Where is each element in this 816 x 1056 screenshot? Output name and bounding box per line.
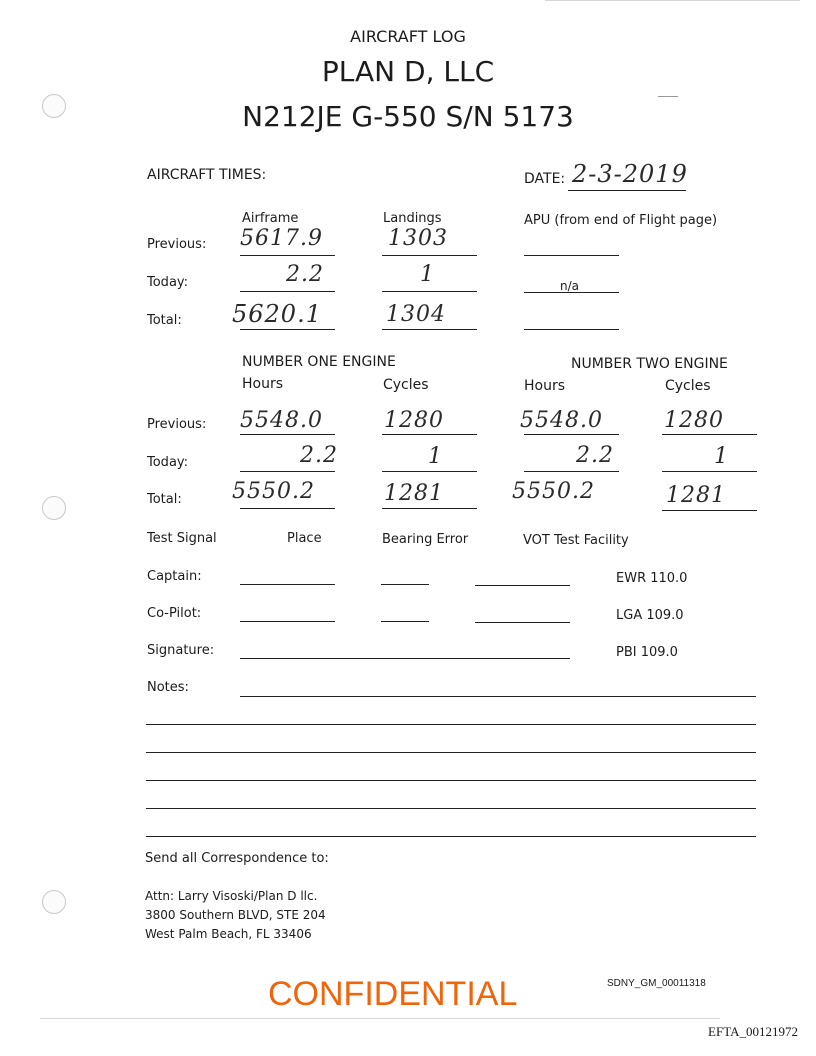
captain-facility-line[interactable] xyxy=(475,585,570,586)
col-airframe: Airframe xyxy=(242,211,299,226)
captain-bearing-line[interactable] xyxy=(381,584,429,585)
landings-total-line xyxy=(382,329,477,330)
row-today: Today: xyxy=(147,275,189,290)
engine-two-cycles-label: Cycles xyxy=(665,378,711,394)
engine-one-hours-total[interactable]: 5550.2 xyxy=(232,479,315,504)
engine-two-cycles-previous[interactable]: 1280 xyxy=(664,408,724,433)
engine-one-hours-today[interactable]: 2.2 xyxy=(300,443,338,468)
airframe-previous[interactable]: 5617.9 xyxy=(240,226,323,251)
pbi-frequency: PBI 109.0 xyxy=(616,645,678,660)
engine-one-cycles-previous[interactable]: 1280 xyxy=(384,408,444,433)
row-previous: Previous: xyxy=(147,237,207,252)
landings-today-line xyxy=(382,291,477,292)
engine-one-label: NUMBER ONE ENGINE xyxy=(242,354,396,370)
punch-hole-middle xyxy=(42,496,66,520)
engine-one-cycles-total-line xyxy=(382,508,477,509)
engine-one-hours-previous-line xyxy=(240,434,335,435)
confidential-stamp: CONFIDENTIAL xyxy=(268,975,518,1013)
date-label: DATE: xyxy=(524,171,566,187)
copilot-bearing-line[interactable] xyxy=(381,621,429,622)
notes-line-6[interactable] xyxy=(146,836,756,837)
correspondence-city: West Palm Beach, FL 33406 xyxy=(145,927,312,941)
engine-two-cycles-total-line xyxy=(662,510,757,511)
aircraft-times-label: AIRCRAFT TIMES: xyxy=(147,167,267,183)
ewr-frequency: EWR 110.0 xyxy=(616,571,688,586)
engine-one-cycles-today-line xyxy=(382,471,477,472)
correspondence-heading: Send all Correspondence to: xyxy=(145,851,329,866)
engine-two-hours-previous[interactable]: 5548.0 xyxy=(520,408,603,433)
apu-today: n/a xyxy=(560,279,580,293)
notes-line-2[interactable] xyxy=(146,724,756,725)
vot-facility-label: VOT Test Facility xyxy=(523,533,629,548)
scan-edge-top xyxy=(545,0,800,1)
engine-one-cycles-total[interactable]: 1281 xyxy=(384,481,444,506)
test-signal-label: Test Signal xyxy=(147,531,217,546)
landings-previous[interactable]: 1303 xyxy=(388,226,448,251)
engine-one-cycles-today[interactable]: 1 xyxy=(428,444,443,469)
notes-line-5[interactable] xyxy=(146,808,756,809)
airframe-today-line xyxy=(240,291,335,292)
signature-line[interactable] xyxy=(240,658,570,659)
lga-frequency: LGA 109.0 xyxy=(616,608,684,623)
engine-two-hours-previous-line xyxy=(524,434,619,435)
scan-edge-bottom xyxy=(40,1018,720,1019)
engine-two-hours-label: Hours xyxy=(524,378,566,394)
engine-two-cycles-today[interactable]: 1 xyxy=(714,444,729,469)
copilot-place-line[interactable] xyxy=(240,621,335,622)
airframe-previous-line xyxy=(240,255,335,256)
copilot-label: Co-Pilot: xyxy=(147,606,202,621)
engine-one-cycles-label: Cycles xyxy=(383,377,429,393)
engine-row-previous: Previous: xyxy=(147,417,207,432)
engine-one-hours-label: Hours xyxy=(242,376,284,392)
col-apu: APU (from end of Flight page) xyxy=(524,213,718,228)
engine-one-cycles-previous-line xyxy=(382,434,477,435)
engine-two-hours-today-line xyxy=(524,471,619,472)
apu-total-line xyxy=(524,329,619,330)
col-landings: Landings xyxy=(383,211,442,226)
engine-two-hours-today[interactable]: 2.2 xyxy=(576,443,614,468)
engine-two-hours-total[interactable]: 5550.2 xyxy=(512,479,595,504)
log-title: AIRCRAFT LOG xyxy=(350,27,466,46)
bearing-error-label: Bearing Error xyxy=(382,532,469,547)
notes-label: Notes: xyxy=(147,680,189,695)
date-value[interactable]: 2-3-2019 xyxy=(572,160,688,188)
correspondence-attn: Attn: Larry Visoski/Plan D llc. xyxy=(145,889,318,903)
signature-label: Signature: xyxy=(147,643,215,658)
engine-two-cycles-total[interactable]: 1281 xyxy=(666,483,726,508)
airframe-today[interactable]: 2.2 xyxy=(286,262,324,287)
apu-today-line xyxy=(524,292,619,293)
engine-row-today: Today: xyxy=(147,455,189,470)
captain-place-line[interactable] xyxy=(240,584,335,585)
apu-previous-line xyxy=(524,255,619,256)
landings-previous-line xyxy=(382,255,477,256)
bates-number: SDNY_GM_00011318 xyxy=(607,978,706,989)
copilot-facility-line[interactable] xyxy=(475,622,570,623)
aircraft-id: N212JE G-550 S/N 5173 xyxy=(242,100,574,133)
notes-line-1[interactable] xyxy=(240,696,756,697)
landings-total[interactable]: 1304 xyxy=(386,302,446,327)
engine-two-cycles-previous-line xyxy=(662,434,757,435)
engine-one-hours-total-line xyxy=(240,508,335,509)
engine-two-label: NUMBER TWO ENGINE xyxy=(571,356,728,372)
engine-row-total: Total: xyxy=(147,492,182,507)
efta-number: EFTA_00121972 xyxy=(708,1024,798,1039)
correspondence-street: 3800 Southern BLVD, STE 204 xyxy=(145,908,326,922)
place-label: Place xyxy=(287,531,322,546)
engine-two-cycles-today-line xyxy=(662,471,757,472)
notes-line-3[interactable] xyxy=(146,752,756,753)
landings-today[interactable]: 1 xyxy=(420,262,435,287)
captain-label: Captain: xyxy=(147,569,202,584)
airframe-total-line xyxy=(240,329,335,330)
company-name: PLAN D, LLC xyxy=(321,55,495,88)
airframe-total[interactable]: 5620.1 xyxy=(232,300,322,328)
scan-mark xyxy=(658,96,678,97)
row-total: Total: xyxy=(147,313,182,328)
engine-one-hours-today-line xyxy=(240,471,335,472)
engine-one-hours-previous[interactable]: 5548.0 xyxy=(240,408,323,433)
date-line xyxy=(568,190,686,191)
punch-hole-bottom xyxy=(42,890,66,914)
notes-line-4[interactable] xyxy=(146,780,756,781)
